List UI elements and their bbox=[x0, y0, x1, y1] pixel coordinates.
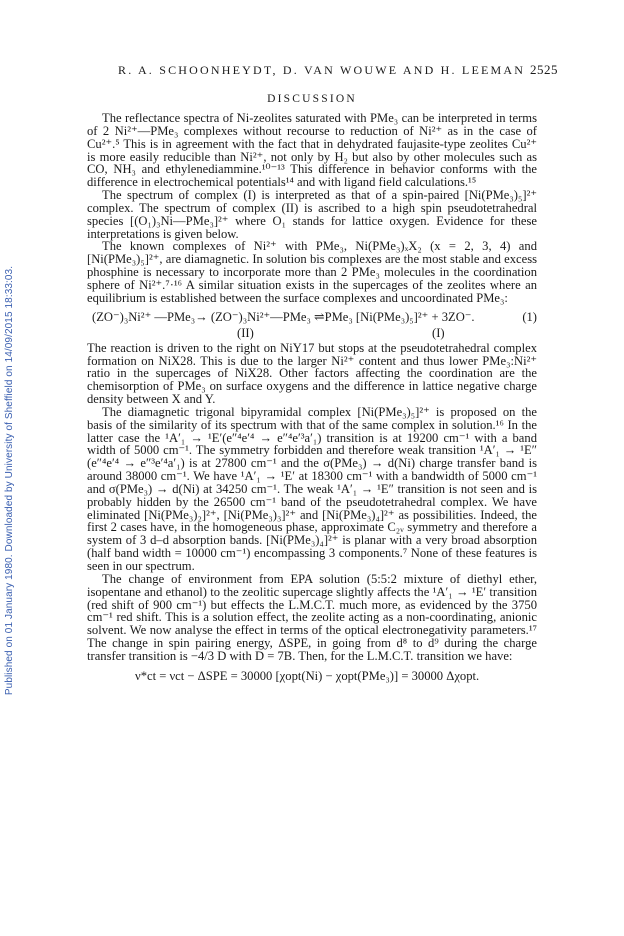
equation-1-number: (1) bbox=[522, 309, 537, 324]
equation-2: ν*ct = νct − ΔSPE = 30000 [χopt(Ni) − χopt(PMe₃)] = 30000 Δχopt. bbox=[135, 668, 480, 683]
paragraph-1: The reflectance spectra of Ni-zeolites saturated with PMe₃ can be interpreted in terms of 2 Ni²⁺—PMe₃ complexes without recourse to reduction of Ni²⁺ as in the case of Cu²⁺.⁵ This is in agreement with the fact that in dehydrated faujasite-type zeolites Cu²⁺ is more easily reducible than Ni²⁺, not only by H₂ but also by other molecules such as CO, NH₃ and ethylenediammine.¹⁰⁻¹³ This difference in behavior conforms with the difference in electrochemical potentials¹⁴ and with ligand field calculations.¹⁵ bbox=[87, 111, 537, 190]
equation-1-labels bbox=[87, 326, 537, 342]
equation-1-body: (ZO⁻)₃Ni²⁺ —PMe₃→ (ZO⁻)₃Ni²⁺—PMe₃ ⇌PMe₃ [Ni(PMe₃)₅]²⁺ + 3ZO⁻. bbox=[92, 309, 475, 324]
download-watermark-text: Published on 01 January 1980. Downloaded by University of Sheffield on 14/09/2015 18:33:03. bbox=[4, 265, 16, 695]
paragraph-6: The change of environment from EPA solution (5:5:2 mixture of diethyl ether, isopentane and ethanol) to the zeolitic supercage slightly affects the ¹A′₁ → ¹E′ transition (red shift of 900 cm⁻¹) but effects the L.M.C.T. much more, as evidenced by the 3750 cm⁻¹ red shift. This is a solution effect, the zeolite acting as a non-coordinating, anionic solvent. We now analyse the effect in terms of the optical electronegativity parameters.¹⁷ The change in spin pairing energy, ΔSPE, in going from d⁸ to d⁹ during the charge transfer transition is −4/3 D with D = 7B. Then, for the L.M.C.T. transition we have: bbox=[87, 571, 537, 663]
equation-1-label-i: (I) bbox=[432, 325, 445, 340]
running-header bbox=[118, 62, 558, 78]
paragraph-4: The reaction is driven to the right on NiY17 but stops at the pseudotetrahedral complex formation on NiX28. This is due to the larger Ni²⁺ content and thus lower PMe₃:Ni²⁺ ratio in the supercages of NiX28. Other factors affecting the coordination are the chemisorption of PMe₃ on surface oxygens and the difference in lattice negative charge density between X and Y. bbox=[87, 340, 537, 407]
paragraph-5: The diamagnetic trigonal bipyramidal complex [Ni(PMe₃)₅]²⁺ is proposed on the basis of the similarity of its spectrum with that of the same complex in solution.¹⁶ In the latter case the ¹A′₁ → ¹E′(e″⁴e′⁴ → e″⁴e′³a′₁) transition is at 19200 cm⁻¹ with a band width of 5000 cm⁻¹. The symmetry forbidden and therefore weak transition ¹A′₁ → ¹E″ (e″⁴e′⁴ → e″³e′⁴a′₁) is at 27800 cm⁻¹ and the σ(PMe₃) → d(Ni) charge transfer band is around 38000 cm⁻¹. We have ¹A′₁ → ¹E′ at 18300 cm⁻¹ with a bandwidth of 5000 cm⁻¹ and σ(PMe₃) → d(Ni) at 34250 cm⁻¹. The weak ¹A′₁ → ¹E″ transition is not seen and is probably hidden by the 26500 cm⁻¹ band of the pseudotetrahedral complex. We have eliminated [Ni(PMe₃)₂]²⁺, [Ni(PMe₃)₃]²⁺ and [Ni(PMe₃)₄]²⁺ as possibilities. Indeed, the first 2 cases have, in the homogeneous phase, approximate C₂ᵥ symmetry and therefore a system of 3 d–d absorption bands. [Ni(PMe₃)₄]²⁺ is planar with a very broad absorption (half band width = 10000 cm⁻¹) encompassing 3 components.⁷ None of these features is seen in our spectrum. bbox=[87, 404, 537, 573]
download-watermark bbox=[0, 150, 20, 810]
running-title: R. A. SCHOONHEYDT, D. VAN WOUWE AND H. LEEMAN bbox=[118, 63, 526, 77]
paragraph-2: The spectrum of complex (I) is interpreted as that of a spin-paired [Ni(PMe₃)₅]²⁺ complex. The spectrum of complex (II) is ascribed to a high spin pseudotetrahedral species [(O₁)₃Ni—PMe₃]²⁺ where O₁ stands for lattice oxygen. Evidence for these interpretations is given below. bbox=[87, 188, 537, 241]
section-heading: DISCUSSION bbox=[267, 93, 357, 105]
body-text bbox=[87, 112, 537, 683]
page-number: 2525 bbox=[530, 62, 558, 77]
equation-1-label-ii: (II) bbox=[237, 325, 254, 340]
equation-1 bbox=[87, 309, 537, 326]
paragraph-3: The known complexes of Ni²⁺ with PMe₃, Ni(PMe₃)ₓX₂ (x = 2, 3, 4) and [Ni(PMe₃)₅]²⁺, are diamagnetic. In solution bis complexes are the most stable and excess phosphine is necessary to incorporate more than 2 PMe₃ molecules in the coordination sphere of Ni²⁺.⁷·¹⁶ A similar situation exists in the supercages of the zeolites where an equilibrium is established between the surface complexes and uncoordinated PMe₃: bbox=[87, 239, 537, 305]
